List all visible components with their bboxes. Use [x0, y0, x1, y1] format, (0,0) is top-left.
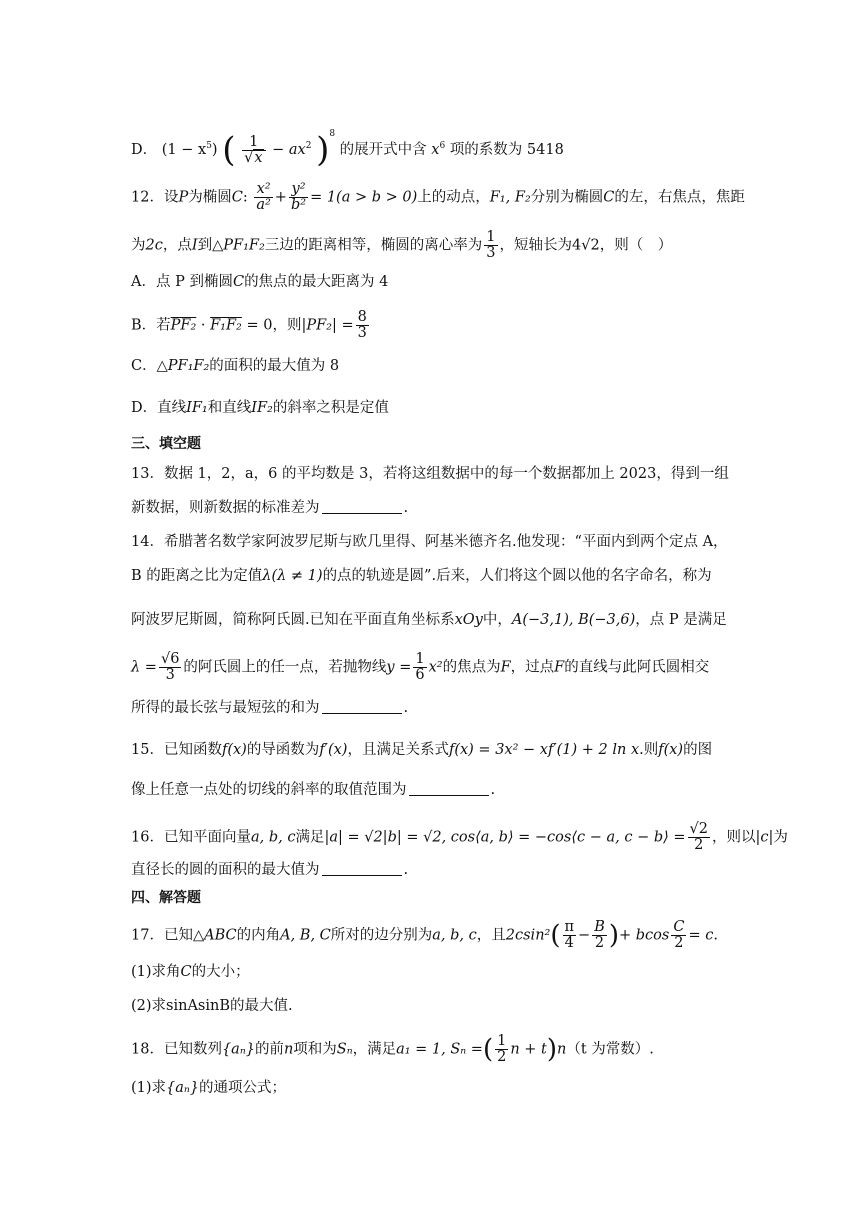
fraction: $\frac{C}{2}$ — [673, 919, 685, 951]
q16-line2: 直径长的圆的面积的最大值为 . — [131, 862, 409, 878]
answer-blank[interactable] — [322, 499, 402, 514]
answer-blank[interactable] — [322, 861, 402, 876]
section-heading-solutions: 四、解答题 — [131, 890, 201, 906]
fraction: $\frac{B}{2}$ — [594, 919, 605, 951]
q18-sub1: (1)求{aₙ}的通项公式； — [131, 1080, 287, 1096]
q12-option-d: D．直线IF₁和直线IF₂的斜率之积是定值 — [131, 400, 389, 416]
q12-option-c: C．△PF₁F₂的面积的最大值为 8 — [131, 358, 340, 374]
fraction: $\frac{1}{2}$ — [497, 1033, 507, 1065]
q14-line1: 14．希腊著名数学家阿波罗尼斯与欧几里得、阿基米德齐名.他发现：“平面内到两个定点 A， — [131, 534, 728, 550]
q14-line2: B 的距离之比为定值λ(λ ≠ 1)的点的轨迹是圆”.后来，人们将这个圆以他的名字命名，称为 — [131, 568, 712, 584]
q18-line1: 18．已知数列{aₙ}的前n项和为Sₙ，满足a₁ = 1, Sₙ =( $\frac{1}{2}$ n + t)n（t 为常数）. — [131, 1033, 654, 1065]
q14-line4: λ = $\frac{√6}{3}$ 的阿氏圆上的任一点，若抛物线y = $\frac{1}{6}$ x²的焦点为F，过点F的直线与此阿氏圆相交 — [131, 651, 710, 683]
eccentricity-fraction: $\frac{1}{3}$ — [486, 229, 496, 261]
q13-line1: 13．数据 1，2，a，6 的平均数是 3，若将这组数据中的每一个数据都加上 2023，得到一组 — [131, 466, 729, 482]
fraction: $\frac{√2}{2}$ — [689, 821, 709, 853]
answer-blank[interactable] — [322, 699, 402, 714]
q17-sub1: (1)求角C的大小； — [131, 964, 250, 980]
q17-line1: 17．已知△ABC的内角A, B, C所对的边分别为a, b, c，且2csin²( $\frac{\pi}{4}$ − $\frac{B}{2}$ )+ bcos $\frac{C}{2}$ = c. — [131, 919, 718, 951]
section-heading-fill-blank: 三、填空题 — [131, 436, 201, 452]
q12-stem-line1: 12．设P为椭圆C: $\frac{\text{x²}}{\text{a²}}$ + $\frac{\text{y²}}{\text{b²}}$ = 1(a > b > 0)上的动点，F₁, F₂分别为椭圆C的左，右焦点，焦距 — [131, 181, 745, 213]
q16-line1: 16．已知平面向量a, b, c满足|a| = √2|b| = √2, cos⟨a, b⟩ = −cos⟨c − a, c − b⟩ = $\frac{√2}{2}$ ，则以|c|为 — [131, 821, 788, 853]
fraction: $\frac{√6}{3}$ — [160, 651, 180, 683]
q15-line1: 15．已知函数f(x)的导函数为f′(x)，且满足关系式f(x) = 3x² − xf′(1) + 2 ln x.则f(x)的图 — [131, 742, 713, 758]
q11-option-d: D． $(1 - x^5)$ ( $\frac{1}{√x}$ − $ax^2$ )$^8$ 的展开式中含 $x^6$ 项的系数为 5418 — [131, 129, 564, 170]
q12-stem-line2: 为2c，点I到△PF₁F₂三边的距离相等，椭圆的离心率为 $\frac{1}{3}$ ，短轴长为4√2，则（ ） — [131, 229, 673, 261]
ellipse-x-term: $\frac{\text{x²}}{\text{a²}}$ — [256, 181, 271, 213]
q15-line2: 像上任意一点处的切线的斜率的取值范围为 . — [131, 782, 496, 798]
answer-blank[interactable] — [409, 781, 489, 796]
q14-line3: 阿波罗尼斯圆，简称阿氏圆.已知在平面直角坐标系xOy中，A(−3,1), B(−3,6)，点 P 是满足 — [131, 612, 727, 628]
fraction: $\frac{8}{3}$ — [357, 309, 367, 341]
q13-line2: 新数据，则新数据的标准差为 . — [131, 500, 409, 516]
q12-option-b: B．若PF₂ · F₁F₂ = 0，则|PF₂| = $\frac{8}{3}$ — [131, 309, 367, 341]
q17-sub2: (2)求sinAsinB的最大值. — [131, 998, 293, 1014]
q14-line5: 所得的最长弦与最短弦的和为 . — [131, 700, 409, 716]
option-label: D． — [131, 142, 158, 158]
q12-option-a: A．点 P 到椭圆C的焦点的最大距离为 4 — [131, 274, 389, 290]
fraction: $\frac{1}{6}$ — [415, 651, 425, 683]
fraction: $\frac{1}{√x}$ — [242, 135, 265, 166]
ellipse-y-term: $\frac{\text{y²}}{\text{b²}}$ — [290, 181, 307, 213]
fraction: $\frac{\pi}{4}$ — [564, 919, 575, 951]
